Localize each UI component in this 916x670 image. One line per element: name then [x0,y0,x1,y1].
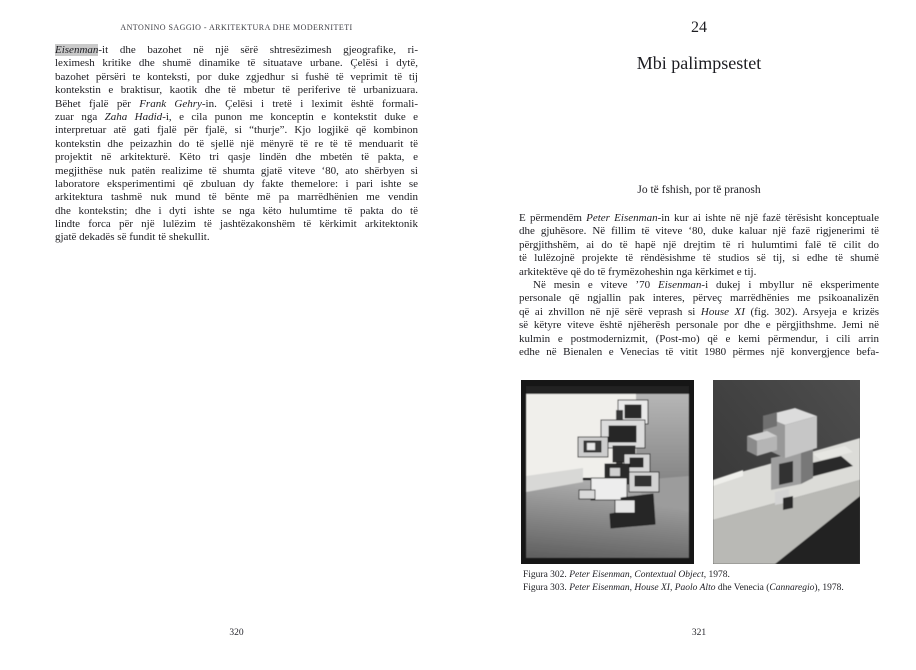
text-line: që ai zhvillon në një sërë veprash si House XI (fig. 302). Arsyeja e krizës [519,305,879,318]
text-line: projektit në arkitekturë. Këto tri qasje lindën dhe mbetën të pakta, e [55,151,418,164]
text-line: Bëhet fjalë për Frank Gehry-in. Çelësi i tretë i leximit është formali- [55,97,418,110]
right-page-number: 321 [691,628,707,638]
text-line: personale që ngjallin pak interes, përveç marrëdhënies me psikoanalizën [519,292,879,305]
left-page-body-text [55,44,418,245]
text-line: edhe në Bienalen e Venecias të vitit 1980 përmes një konvergjence befa- [519,345,879,358]
left-page-number: 320 [229,628,244,638]
text-line: laboratore eksperimentimi që zbuluan dy fakte themelore: i pari ishte se [55,177,418,190]
text-line: dhe gjuhësore. Në fillim të viteve ‘80, duke kaluar një fazë rigjenerimi të [519,225,879,238]
text-line: gjatë dekadës së fundit të shekullit. [55,231,210,244]
chapter-number: 24 [691,19,707,36]
text-line: të lulëzojnë projekte të rëndësishme të studios së tij, si edhe të shumë [519,252,879,265]
text-line: arkitektëve që do të frymëzoheshin nga kërkimet e tij. [519,265,757,278]
figures-row [519,380,879,565]
text-line: kontekstin dhe peizazhin do të sjellë një mënyrë të re të të menduarit të [55,137,418,150]
right-page [519,0,879,670]
figure-303-photo [713,380,860,564]
right-page-body-text [519,212,879,359]
text-line: lindte forca për një lulëzim të jashtëzakonshëm të kërkimit arkitektonik [55,218,418,231]
text-line: zuar nga Zaha Hadid-i, e cila punon me konceptin e kontekstit duke e [55,110,418,123]
text-line: Figura 303. Peter Eisenman, House XI, Paolo Alto dhe Venecia (Cannaregio), 1978. [523,583,844,593]
text-line: bazohet përsëri te konteksti, por duke zgjedhur si fushë të veprimit të tij [55,70,418,83]
text-line: së këtyre viteve është njëherësh personale por dhe e përgjithshme. Jemi në [519,319,879,332]
figure-302-photo [521,380,694,564]
text-line: leximesh kritike dhe shumë dinamike të situatave urbane. Çelësi i dytë, [55,57,418,70]
chapter-title: Mbi palimpsestet [636,53,762,73]
running-header: ANTONINO SAGGIO - ARKITEKTURA DHE MODERNITETI [120,23,353,32]
text-line: Në mesin e viteve ’70 Eisenman-i dukej i mbyllur në eksperimente [533,278,879,291]
text-line: megjithëse nuk patën realizime të shumta gjatë viteve ‘80, ato shërbyen si [55,164,418,177]
text-line: përgjithshëm, ai do të hapë një drejtim të ri hulumtimi falë të cilit do [519,238,879,251]
text-line: dhe kontekstin; dhe i dyti ishte se nga këto hulumtime të pakta do të [55,204,418,217]
text-line: arkitektura tashmë nuk mund të bënte më pa marrëdhënien me vendin [55,191,418,204]
text-line: Eisenman-it dhe bazohet në një sërë shtresëzimesh gjeografike, ri- [55,44,418,56]
text-line: interpretuar atë gati fjalë për fjalë, si “thurje”. Kjo logjikë që kombinon [55,124,418,137]
text-line: kulmin e postmodernizmit, (Post-mo) që e kemi përmendur, i cili arrin [519,332,879,345]
text-line: Figura 302. Peter Eisenman, Contextual Object, 1978. [523,570,730,580]
contextual-object-model-image [521,380,694,564]
house-xi-model-image [713,380,860,564]
left-page [55,0,418,670]
section-title: Jo të fshish, por të pranosh [637,184,761,196]
figure-captions [523,569,879,595]
photo-content [526,386,689,558]
text-line: E përmendëm Peter Eisenman-in kur ai ishte në një fazë tërësisht konceptuale [519,212,880,224]
text-line: kontekstin e braktisur, kaotik dhe të mbetur të periferive të urbanizuara. [55,84,418,97]
